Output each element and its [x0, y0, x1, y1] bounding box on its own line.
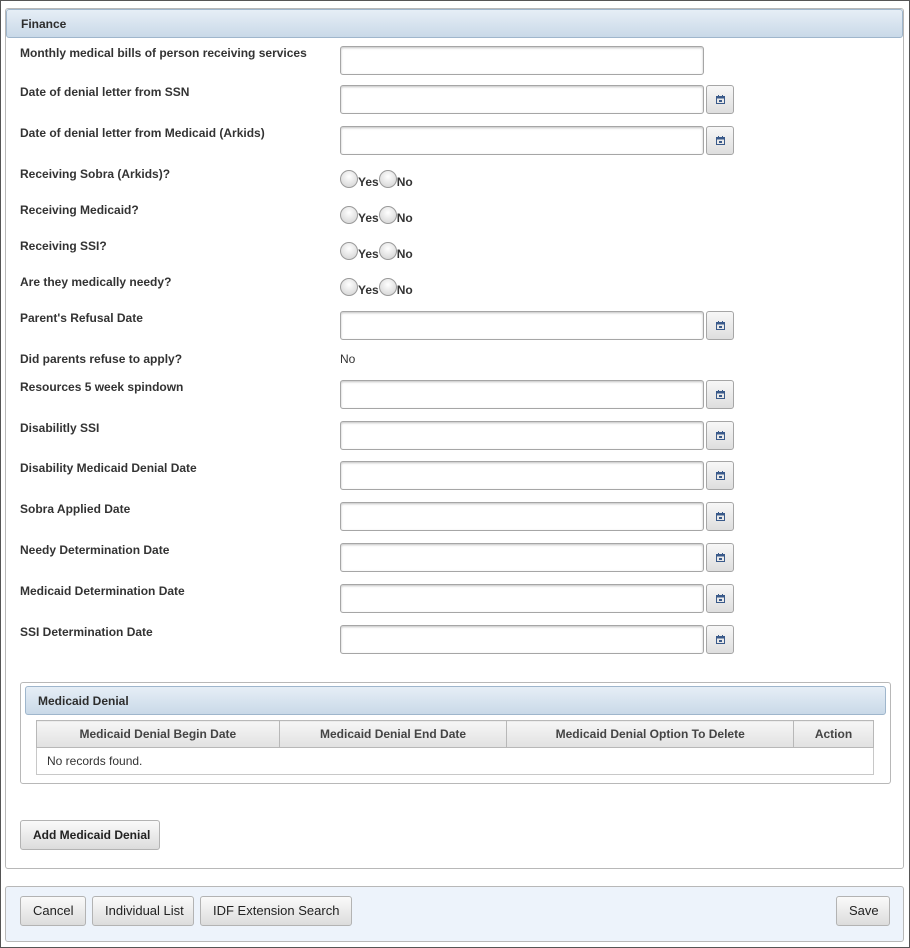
add-medicaid-denial-button[interactable]: Add Medicaid Denial — [20, 820, 160, 850]
medicaid-determination-label: Medicaid Determination Date — [20, 584, 185, 598]
medically-needy-yes-label: Yes — [358, 283, 379, 297]
medicaid-arkids-denial-input[interactable] — [340, 126, 704, 155]
finance-panel — [5, 8, 904, 869]
medicaid-determination-calendar-button[interactable] — [706, 584, 734, 613]
calendar-icon — [716, 431, 725, 440]
calendar-icon — [716, 95, 725, 104]
individual-list-button[interactable]: Individual List — [92, 896, 194, 926]
medicaid-determination-input[interactable] — [340, 584, 704, 613]
calendar-icon — [716, 390, 725, 399]
column-header-action[interactable]: Action — [794, 721, 874, 748]
disability-ssi-label: Disabilitly SSI — [20, 421, 100, 435]
sobra-applied-calendar-button[interactable] — [706, 502, 734, 531]
ssi-no-label: No — [396, 247, 413, 261]
ssi-label: Receiving SSI? — [20, 239, 107, 253]
ssi-yes-label: Yes — [358, 247, 379, 261]
resources-spindown-input[interactable] — [340, 380, 704, 409]
medicaid-yes-radio[interactable] — [340, 206, 358, 224]
ssn-denial-input[interactable] — [340, 85, 704, 114]
ssn-denial-calendar-button[interactable] — [706, 85, 734, 114]
calendar-icon — [716, 471, 725, 480]
disability-medicaid-denial-input[interactable] — [340, 461, 704, 490]
disability-ssi-input[interactable] — [340, 421, 704, 450]
column-header-begin-date[interactable]: Medicaid Denial Begin Date — [37, 721, 280, 748]
sobra-yes-label: Yes — [358, 175, 379, 189]
medicaid-no-radio[interactable] — [379, 206, 397, 224]
column-header-option-to-delete[interactable]: Medicaid Denial Option To Delete — [507, 721, 794, 748]
medicaid-no-label: No — [396, 211, 413, 225]
parent-refusal-date-label: Parent's Refusal Date — [20, 311, 143, 325]
parents-refuse-label: Did parents refuse to apply? — [20, 352, 183, 366]
medically-needy-yes-radio[interactable] — [340, 278, 358, 296]
sobra-applied-input[interactable] — [340, 502, 704, 531]
ssi-radio-group — [340, 241, 413, 261]
column-header-end-date[interactable]: Medicaid Denial End Date — [279, 721, 507, 748]
ssi-determination-input[interactable] — [340, 625, 704, 654]
resources-spindown-label: Resources 5 week spindown — [20, 380, 184, 394]
sobra-no-radio[interactable] — [379, 170, 397, 188]
disability-medicaid-denial-calendar-button[interactable] — [706, 461, 734, 490]
empty-message: No records found. — [37, 748, 874, 775]
medically-needy-no-radio[interactable] — [379, 278, 397, 296]
sobra-yes-radio[interactable] — [340, 170, 358, 188]
medicaid-label: Receiving Medicaid? — [20, 203, 139, 217]
calendar-icon — [716, 136, 725, 145]
save-button[interactable]: Save — [836, 896, 890, 926]
medically-needy-no-label: No — [396, 283, 413, 297]
ssi-no-radio[interactable] — [379, 242, 397, 260]
finance-header: Finance — [6, 9, 903, 38]
medicaid-denial-header: Medicaid Denial — [25, 686, 886, 715]
calendar-icon — [716, 553, 725, 562]
parents-refuse-value: No — [340, 352, 356, 366]
medicaid-arkids-denial-label: Date of denial letter from Medicaid (Arkids) — [20, 126, 265, 140]
ssn-denial-label: Date of denial letter from SSN — [20, 85, 190, 99]
table-header-row — [37, 721, 874, 748]
medicaid-yes-label: Yes — [358, 211, 379, 225]
calendar-icon — [716, 512, 725, 521]
table-row — [37, 748, 874, 775]
parent-refusal-date-input[interactable] — [340, 311, 704, 340]
calendar-icon — [716, 594, 725, 603]
medicaid-radio-group — [340, 205, 413, 225]
disability-ssi-calendar-button[interactable] — [706, 421, 734, 450]
monthly-bills-input[interactable] — [340, 46, 704, 75]
sobra-label: Receiving Sobra (Arkids)? — [20, 167, 171, 181]
medicaid-arkids-denial-calendar-button[interactable] — [706, 126, 734, 155]
footer-toolbar — [5, 886, 904, 942]
medically-needy-label: Are they medically needy? — [20, 275, 172, 289]
disability-medicaid-denial-label: Disability Medicaid Denial Date — [20, 461, 197, 475]
needy-determination-label: Needy Determination Date — [20, 543, 170, 557]
ssi-determination-calendar-button[interactable] — [706, 625, 734, 654]
calendar-icon — [716, 321, 725, 330]
calendar-icon — [716, 635, 725, 644]
sobra-radio-group — [340, 169, 413, 189]
idf-extension-search-button[interactable]: IDF Extension Search — [200, 896, 352, 926]
cancel-button[interactable]: Cancel — [20, 896, 86, 926]
medically-needy-radio-group — [340, 277, 413, 297]
medicaid-denial-panel — [20, 682, 891, 784]
monthly-bills-label: Monthly medical bills of person receiving services — [20, 46, 307, 60]
sobra-no-label: No — [396, 175, 413, 189]
sobra-applied-label: Sobra Applied Date — [20, 502, 131, 516]
needy-determination-input[interactable] — [340, 543, 704, 572]
parent-refusal-date-calendar-button[interactable] — [706, 311, 734, 340]
needy-determination-calendar-button[interactable] — [706, 543, 734, 572]
medicaid-denial-table — [36, 720, 874, 775]
ssi-determination-label: SSI Determination Date — [20, 625, 153, 639]
resources-spindown-calendar-button[interactable] — [706, 380, 734, 409]
ssi-yes-radio[interactable] — [340, 242, 358, 260]
